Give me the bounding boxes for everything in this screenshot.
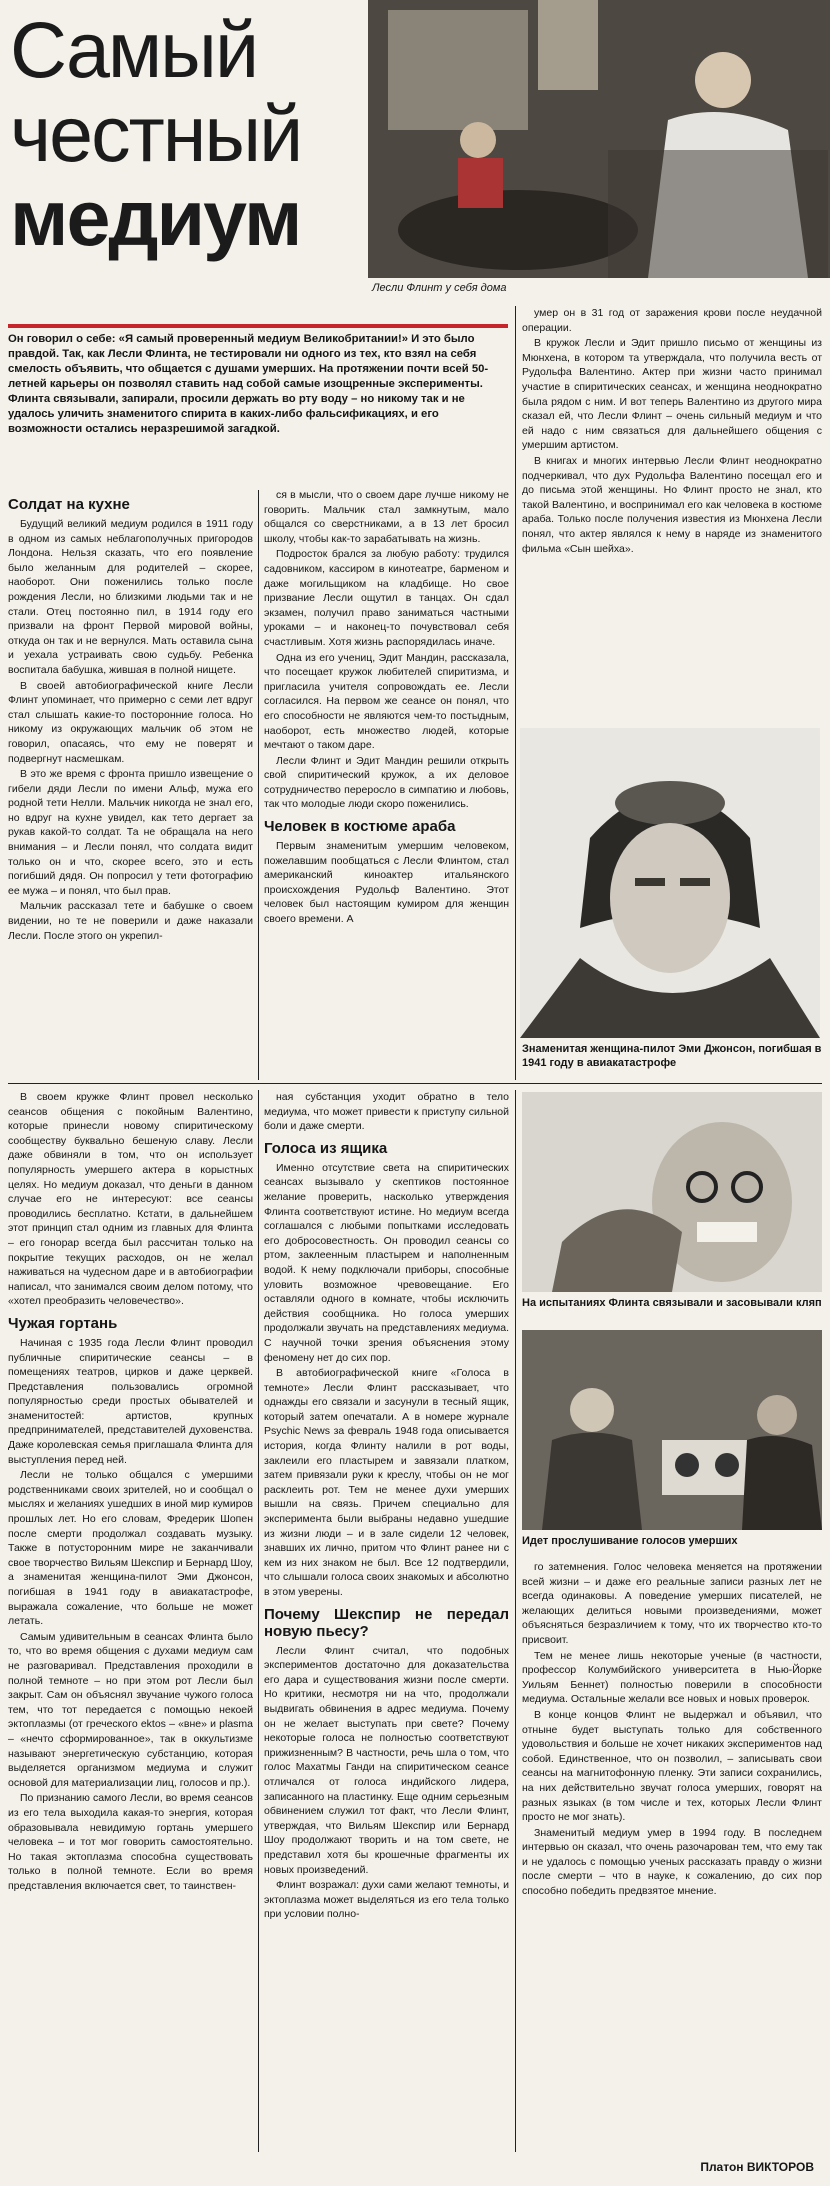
- paragraph: В автобиографической книге «Голоса в темноте» Лесли Флинт рассказывает, что однажды его связали и засунули в тесный ящик, который затем опечатали. А в номере журнале Psychic News за февраль 1948 года описывается история, когда Флинту налили в рот воды, заклеили его пластырем и завязали платком, затем привязали руки к креслу, чтобы он не мог расклеить рот. Тем не менее духи умерших вышли на связь. Причем специально для эксперимента были выбраны недавно ушедшие из жизни люди – и в зале сидели 12 человек, знавших их лично, притом что Флинт ранее ни с кем из них знаком не был. Все 12 подтвердили, что слышали голоса своих знакомых и абсолютно в этом уверены.: [264, 1367, 509, 1598]
- section-heading-larynx: Чужая гортань: [8, 1314, 118, 1332]
- lede: Он говорил о себе: «Я самый проверенный медиум Великобритании!» И это было правдой. Так, как Лесли Флинта, не тестировали ни одного из тех, кто взял на себя смелость объявить, что общается с душами умерших. На протяжении почти всей 50-летней карьеры он позволял ставить над собой самые изощренные эксперименты. Флинта связывали, запирали, просили держать во рту воду – но никому так и не удалось уличить знаменитого спирита в каких-либо фальсификациях, и его возможности остались неразрешимой загадкой.: [8, 333, 489, 435]
- paragraph: В кружок Лесли и Эдит пришло письмо от женщины из Мюнхена, в котором та утверждала, что получила весть от Рудольфа Валентино. Актер при жизни часто принимал участие в спиритических сеансах, и женщина неоднократно была рядом с ним. И вот теперь Валентино из другого мира сказал ей, что Лесли Флинт – очень сильный медиум и что ей надо с ним связаться для дальнейшего общения с умершим артистом.: [522, 337, 822, 452]
- paragraph: ся в мысли, что о своем даре лучше никому не говорить. Мальчик стал замкнутым, мало общался со сверстниками, а в 13 лет бросил школу, чтобы как-то зарабатывать на жизнь.: [264, 489, 509, 545]
- headline-line-1: Самый: [10, 5, 258, 94]
- column-divider: [515, 306, 516, 1080]
- paragraph: Флинт возражал: духи сами желают темноты, и эктоплазма может выделяться из его тела только при условии полно-: [264, 1879, 509, 1921]
- headline: [10, 5, 355, 262]
- people-listening-recorder-icon: [522, 1330, 822, 1530]
- people-listening-photo: [522, 1330, 822, 1530]
- man-with-gag-icon: [522, 1092, 822, 1292]
- column-2-top: [264, 488, 509, 1080]
- paragraph: Первым знаменитым умершим человеком, пожелавшим пообщаться с Лесли Флинтом, стал американский киноактер итальянского происхождения Рудольф Валентино. Этот человек был настоящим кумиром для женщин своего времени. А: [264, 840, 509, 926]
- paragraph: Лесли не только общался с умершими родственниками своих зрителей, но и сообщал о мыслях и желаниях ушедших в иной мир кумиров прошлых лет. Но его словам, Фредерик Шопен после смерти продолжал создавать музыку. Также в потусторонним мире не заканчивали свое творчество Вильям Шекспир и Бернард Шоу, а знаменитая женщина-пилот Эми Джонсон, погибшая в 1941 году в авиакатастрофе, выражала сожаление, что больше не может летать.: [8, 1469, 253, 1628]
- section-heading-box: Голоса из ящика: [264, 1139, 388, 1157]
- column-divider: [258, 490, 259, 1080]
- man-with-gag-photo: [522, 1092, 822, 1292]
- headline-line-2: честный: [10, 89, 302, 178]
- column-3-top: [522, 306, 822, 716]
- paragraph: В своем кружке Флинт провел несколько сеансов общения с покойным Валентино, которые принесли новому спиритическому сообществу буквально бешеную славу. Лесли даже обвиняли в том, что он использует популярность умершего актера в корыстных целях. Но медиум доказал, что деньги в данном случае его не интересуют: все сеансы проводились бесплатно. Кстати, в дальнейшем этот принцип стал одним из главных для Флинта – его гонорар всегда был рассчитан только на покрытие текущих расходов, он не желал наживаться на чудесном даре и в автобиографии написал, что занимался своим делом потому, что «хотел преобразить человечество».: [8, 1091, 253, 1308]
- paragraph: Самым удивительным в сеансах Флинта было то, что во время общения с духами медиум сам не разговаривал. Представления проходили в полной темноте – но при этом рот Лесли был закрыт. Сам он объяснял звучание чужого голоса тем, что тот передается с помощью некоей эктоплазмы (от греческого ektos – «вне» и plasma – «нечто сформированное», так в оккультизме называют энергетическую субстанцию, которая выделяется организмом медиума и служит основой для материализации лиц, голосов и пр.).: [8, 1630, 253, 1789]
- paragraph: В своей автобиографической книге Лесли Флинт упоминает, что примерно с семи лет вдруг стал слышать какие-то посторонние голоса. Но никому из окружающих мальчик об этом не говорил, опасаясь, что ему не поверят и подвергнут насмешкам.: [8, 679, 253, 765]
- woman-aviator-photo: [520, 728, 820, 1038]
- gag-photo-caption: На испытаниях Флинта связывали и засовывали кляп: [522, 1297, 822, 1309]
- section-heading-arab: Человек в костюме араба: [264, 818, 456, 836]
- paragraph: умер он в 31 год от заражения крови после неудачной операции.: [522, 307, 822, 334]
- paragraph: Лесли Флинт и Эдит Мандин решили открыть свой спиритический кружок, а их деловое сотрудничество переросло в симпатию и любовь, так что молодые люди скоро поженились.: [264, 754, 509, 811]
- author-byline: Платон ВИКТОРОВ: [700, 2160, 814, 2174]
- column-1-top: [8, 490, 253, 1080]
- headline-line-3: медиум: [10, 173, 301, 262]
- column-divider: [258, 1090, 259, 2152]
- paragraph: Начиная с 1935 года Лесли Флинт проводил публичные спиритические сеансы – в помещениях театров, цирков и даже церквей. Представления пользовались огромной популярностью среди простых обывателей и знаменитостей: артистов, крупных предпринимателей, представителей духовенства. Даже королевская семья приглашала Флинта для выступления перед ней.: [8, 1336, 253, 1466]
- column-divider: [515, 1090, 516, 2152]
- paragraph: В это же время с фронта пришло извещение о гибели дяди Лесли по имени Альф, мужа его родной тети Нелли. Мальчик никогда не знал его, но вдруг на кухне увидел, как тето дергает за рукав какой-то солдат. Та не обращала на него внимания – и Лесли понял, что солдата видит только он и что, скорее всего, это и есть погибший дядя. Он попросил у тети фотографию ее мужа – и понял, что был прав.: [8, 768, 253, 897]
- column-2-bottom: [264, 1090, 509, 2152]
- paragraph: ная субстанция уходит обратно в тело медиума, что может привести к приступу сильной боли и даже смерти.: [264, 1091, 509, 1133]
- section-heading-shakespeare: Почему Шекспир не передал новую пьесу?: [264, 1605, 509, 1640]
- paragraph: го затемнения. Голос человека меняется на протяжении всей жизни – и даже его реальные записи разных лет не всегда одинаковы. А поведение умерших писателей, не желающих делиться новыми произведениями, может объясняться безразличием к тому, что их творчество кто-то присвоит.: [522, 1561, 822, 1646]
- paragraph: Мальчик рассказал тете и бабушке о своем видении, но те не поверили и даже наказали Лесли. После этого он укрепил-: [8, 900, 253, 942]
- two-men-seated-photo: [368, 0, 830, 278]
- paragraph: По признанию самого Лесли, во время сеансов из его тела выходила какая-то энергия, которая образовывала невидимую гортань умершего человека – и тот мог говорить самостоятельно. Но такая эктоплазма способна существовать только в полной темноте. Если во время представления включается свет, то таинствен-: [8, 1792, 253, 1892]
- paragraph: Будущий великий медиум родился в 1911 году в одном из самых неблагополучных пригородов Лондона. Нельзя сказать, что его появление было желанным для родителей – скорее, наоборот. Они поженились только после рождения Лесли, но близкими людьми так и не стали. Отец постоянно пил, в 1914 году его призвали на фронт Первой мировой войны, откуда он так и не вернулся. Мать оставила сына и уехала устраивать свою судьбу. Ребенка воспитала бабушка, жившая в полной нищете.: [8, 518, 253, 676]
- paragraph: В книгах и многих интервью Лесли Флинт неоднократно подчеркивал, что дух Рудольфа Валентино посещал его и до письма этой женщины. Но Флинт просто не знал, кто такой Валентино, и воспринимал его как человека в костюме араба. Только после получения известия из Мюнхена Лесли понял, что актер являлся к нему в наряде из знаменитого фильма «Сын шейха».: [522, 454, 822, 555]
- lede-red-bar: [8, 324, 508, 328]
- aviator-photo-caption: Знаменитая женщина-пилот Эми Джонсон, погибшая в 1941 году в авиакатастрофе: [522, 1043, 822, 1069]
- top-photo-caption: Лесли Флинт у себя дома: [372, 282, 507, 294]
- paragraph: Знаменитый медиум умер в 1994 году. В последнем интервью он сказал, что очень разочарован тем, что ему так и не удалось с помощью ученых рассказать правду о жизни после смерти – что в науке, к сожалению, до сих пор способно победить предвзятое мнение.: [522, 1826, 822, 1898]
- two-men-seated-icon: [368, 0, 830, 278]
- section-divider: [8, 1083, 822, 1084]
- column-1-bottom: [8, 1090, 253, 2152]
- paragraph: В конце концов Флинт не выдержал и объявил, что отныне будет выступать только для собственного удовольствия и больше не хочет никаких экспериментов над собой. Единственное, что он позволил, – записывать свои сеансы на магнитофонную пленку. Эти записи сохранились, на них действительно звучат голоса умерших, говорят на разных языках (в том числе и тех, которых Лесли Флинт просто не мог знать).: [522, 1708, 822, 1824]
- paragraph: Лесли Флинт считал, что подобных экспериментов достаточно для доказательства его дара и существования жизни после смерти. Но критики, несмотря ни на что, продолжали выдвигать обвинения в адрес медиума. Почему он не желает выступать при свете? Почему некоторые голоса не полностью соответствуют прижизненным? В частности, речь шла о том, что голос Махатмы Ганди на спиритическом сеансе отличался от голоса индийского лидера, записанного на пластинку. Еще одним серьезным обвинением служил тот факт, что Лесли Флинт, утверждая, что Вильям Шекспир или Бернард Шоу продолжают творить и на том свете, не представил хотя бы крошечные фрагменты их новых произведений.: [264, 1644, 509, 1876]
- column-3-bottom: [522, 1560, 822, 2155]
- paragraph: Тем не менее лишь некоторые ученые (в частности, профессор Колумбийского университета в Нью-Йорке Уильям Беннет) полностью поверили в способности медиума. Остальные желали все новых и новых проверок.: [522, 1649, 822, 1706]
- listen-photo-caption: Идет прослушивание голосов умерших: [522, 1535, 738, 1547]
- paragraph: Подросток брался за любую работу: трудился садовником, кассиром в кинотеатре, барменом и даже могильщиком на кладбище. Но свое призвание Лесли ощутил в танцах. Он сдал экзамен, получил право заниматься частными уроками – и наконец-то почувствовал себя счастливым. Хотя жизнь распорядилась иначе.: [264, 548, 509, 648]
- woman-aviator-icon: [520, 728, 820, 1038]
- section-heading-soldier: Солдат на кухне: [8, 496, 130, 513]
- paragraph: Одна из его учениц, Эдит Мандин, рассказала, что посещает кружок любителей спиритизма, и пригласила учителя сопровождать ее. Лесли согласился. На первом же сеансе он понял, что его способности не являются чем-то постыдным, наоборот, есть множество людей, которые мечтают о таком даре.: [264, 651, 509, 752]
- paragraph: Именно отсутствие света на спиритических сеансах вызывало у скептиков постоянное желание проверить, насколько утверждения Флинта соответствуют истине. Но медиум всегда соглашался с любыми попытками исследовать его добросовестность. Он проводил сеансы со ртом, заклеенным пластырем и наполненным водой. К нему подключали приборы, способные уловить возможное чревовещание. Его оставляли одного в комнате, чтобы исключить действия сообщника. Но голоса умерших продолжали звучать на представлениях медиума. С научной точки зрения объяснения этому феномену нет до сих пор.: [264, 1161, 509, 1364]
